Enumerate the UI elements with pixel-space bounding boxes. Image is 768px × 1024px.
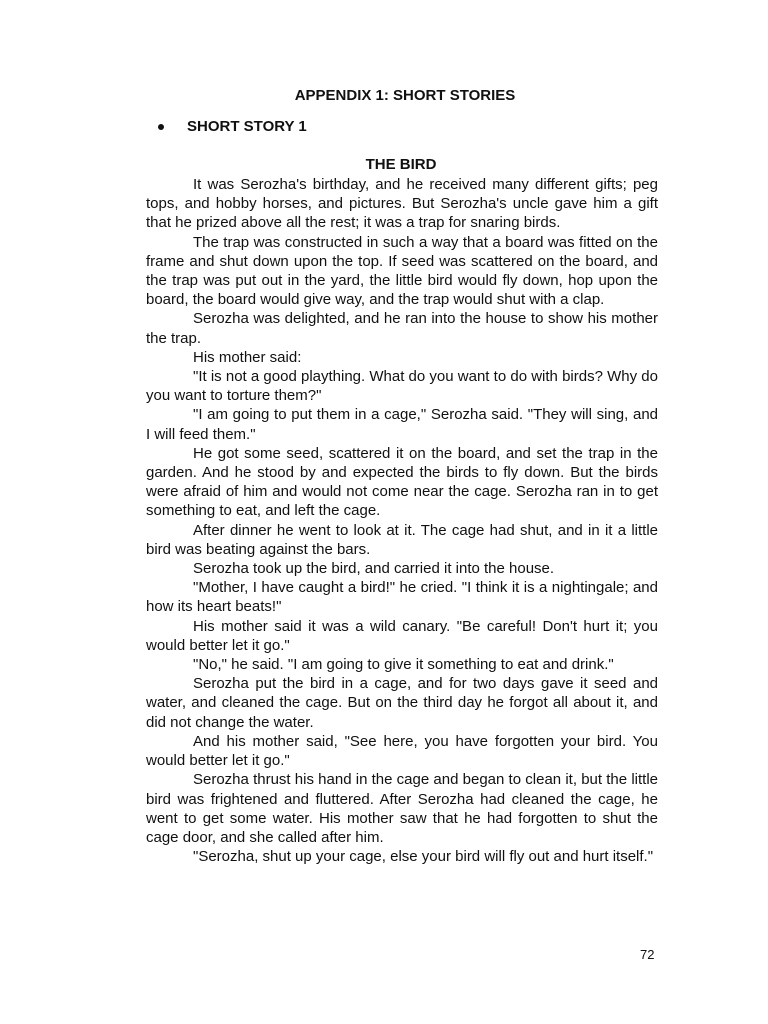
bullet-icon bbox=[158, 124, 164, 130]
paragraph: "Mother, I have caught a bird!" he cried. "I think it is a nightingale; and how its heart beats!" bbox=[146, 579, 658, 616]
paragraph: It was Serozha's birthday, and he received many different gifts; peg tops, and hobby horses, and pictures. But Serozha's uncle gave him a gift that he prized above all the rest; it was a trap for snaring birds. bbox=[146, 176, 658, 232]
paragraph: Serozha put the bird in a cage, and for two days gave it seed and water, and cleaned the cage. But on the third day he forgot all about it, and did not change the water. bbox=[146, 675, 658, 731]
paragraph: He got some seed, scattered it on the board, and set the trap in the garden. And he stood by and expected the birds to fly down. But the birds were afraid of him and would not come near the cage. Serozha ran in to get something to eat, and left the cage. bbox=[146, 444, 658, 520]
section-heading bbox=[156, 117, 307, 136]
paragraph: Serozha was delighted, and he ran into the house to show his mother the trap. bbox=[146, 310, 658, 347]
story-title: THE BIRD bbox=[365, 156, 437, 173]
paragraph: Serozha thrust his hand in the cage and began to clean it, but the little bird was frightened and fluttered. After Serozha had cleaned the cage, he went to get some water. His mother saw that he had forgotten to shut the cage door, and she called after him. bbox=[146, 771, 658, 846]
paragraph: "No," he said. "I am going to give it something to eat and drink." bbox=[193, 656, 614, 674]
paragraph: The trap was constructed in such a way that a board was fitted on the frame and shut down upon the top. If seed was scattered on the board, and the trap was put out in the yard, the little bird would fly down, hop upon the board, the board would give way, and the trap would shut with a clap. bbox=[146, 233, 658, 309]
paragraph: His mother said it was a wild canary. "Be careful! Don't hurt it; you would better let it go." bbox=[146, 617, 658, 654]
paragraph: Serozha took up the bird, and carried it into the house. bbox=[193, 560, 555, 578]
paragraph: "It is not a good plaything. What do you want to do with birds? Why do you want to torture them?" bbox=[146, 368, 658, 405]
paragraph: "Serozha, shut up your cage, else your bird will fly out and hurt itself." bbox=[193, 848, 654, 866]
paragraph: "I am going to put them in a cage," Serozha said. "They will sing, and I will feed them." bbox=[146, 406, 658, 443]
paragraph: And his mother said, "See here, you have forgotten your bird. You would better let it go." bbox=[146, 732, 658, 770]
section-heading-text: SHORT STORY 1 bbox=[187, 118, 307, 135]
page-number: 72 bbox=[640, 947, 655, 962]
paragraph: His mother said: bbox=[193, 348, 302, 366]
paragraph: After dinner he went to look at it. The cage had shut, and in it a little bird was beating against the bars. bbox=[146, 521, 658, 558]
appendix-title: APPENDIX 1: SHORT STORIES bbox=[294, 87, 516, 104]
story-body bbox=[146, 175, 658, 866]
